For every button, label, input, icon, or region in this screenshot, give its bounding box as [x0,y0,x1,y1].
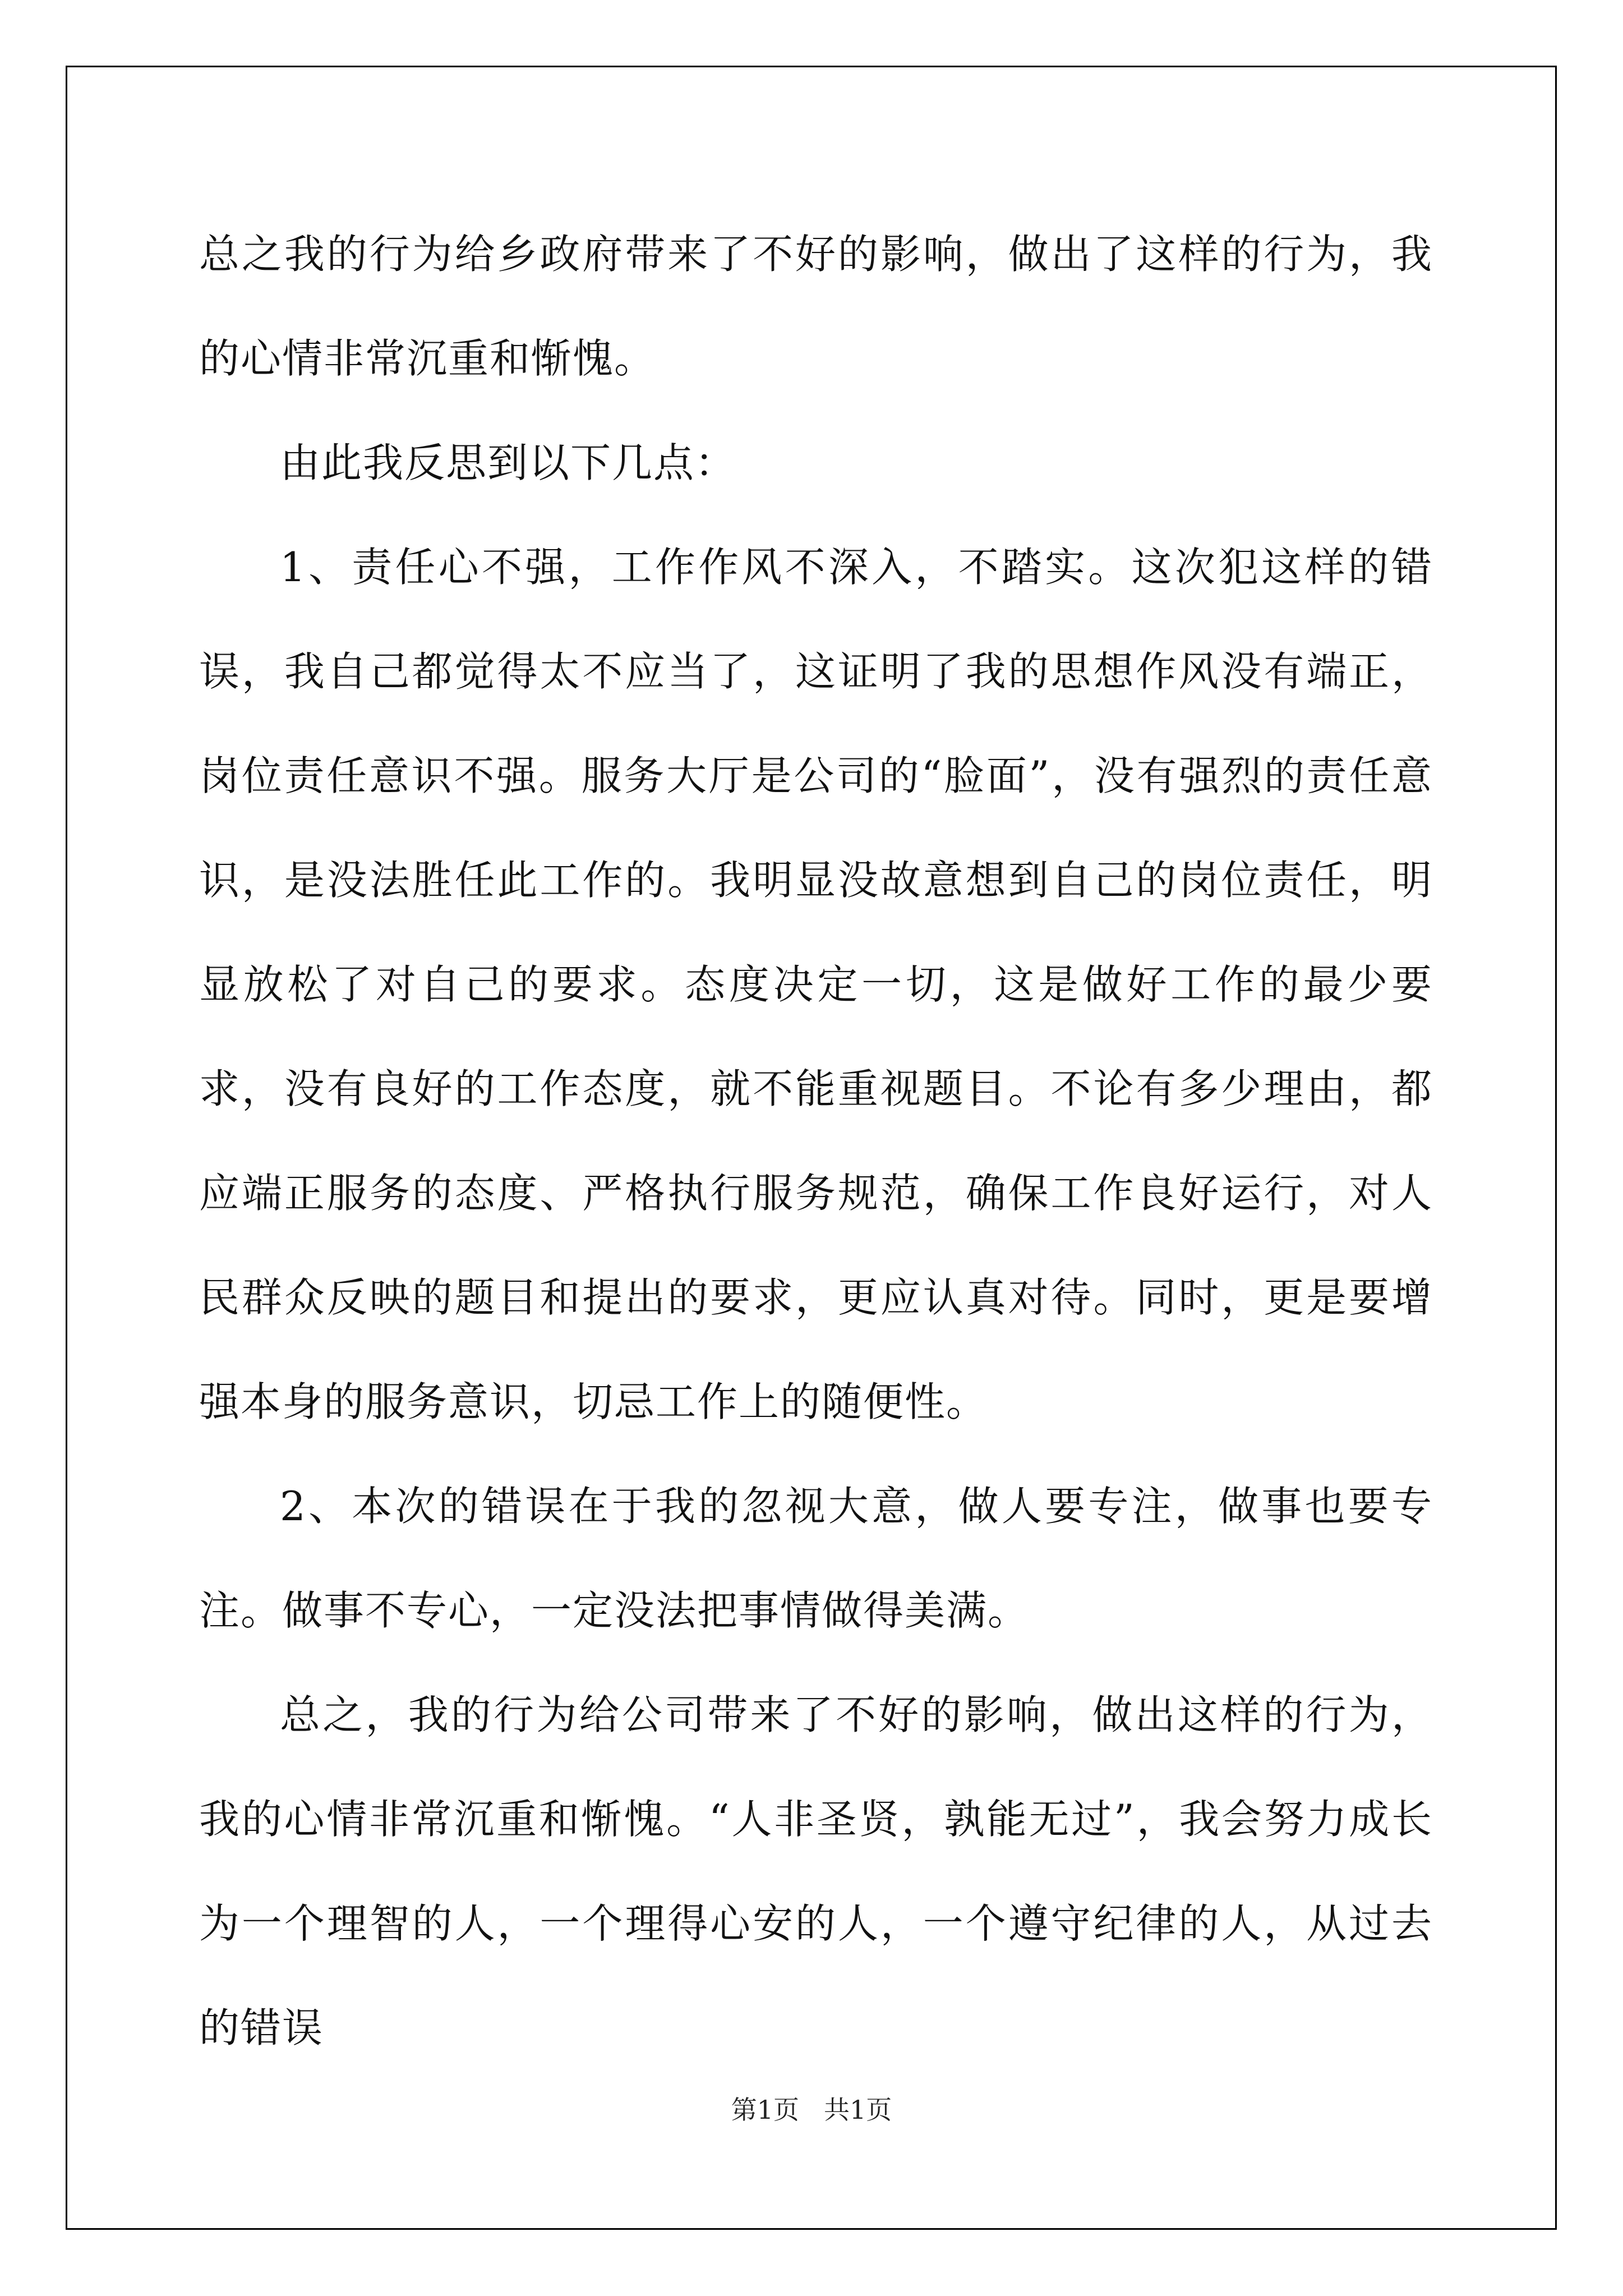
document-body [199,202,1433,2080]
paragraph-4: 2、本次的错误在于我的忽视大意，做人要专注，做事也要专注。做事不专心，一定没法把事情做得美满。 [199,1483,1433,1634]
paragraph-1: 总之我的行为给乡政府带来了不好的影响，做出了这样的行为，我的心情非常沉重和惭愧。 [199,231,1433,382]
paragraph-2: 由此我反思到以下几点： [280,439,737,486]
page-number: 第1页 [731,2095,800,2125]
page-total: 共1页 [823,2095,892,2125]
paragraph-5: 总之，我的行为给公司带来了不好的影响，做出这样的行为，我的心情非常沉重和惭愧。“人非圣贤，孰能无过”，我会努力成长为一个理智的人，一个理得心安的人，一个遵守纪律的人，从过去的错误 [199,1691,1433,2051]
paragraph-3: 1、责任心不强，工作作风不深入，不踏实。这次犯这样的错误，我自己都觉得太不应当了，这证明了我的思想作风没有端正，岗位责任意识不强。服务大厅是公司的“脸面”，没有强烈的责任意识，是没法胜任此工作的。我明显没故意想到自己的岗位责任，明显放松了对自己的要求。态度决定一切，这是做好工作的最少要求，没有良好的工作态度，就不能重视题目。不论有多少理由，都应端正服务的态度、严格执行服务规范，确保工作良好运行，对人民群众反映的题目和提出的要求，更应认真对待。同时，更是要增强本身的服务意识，切忌工作上的随便性。 [199,544,1433,1425]
page-footer [0,2090,1623,2127]
